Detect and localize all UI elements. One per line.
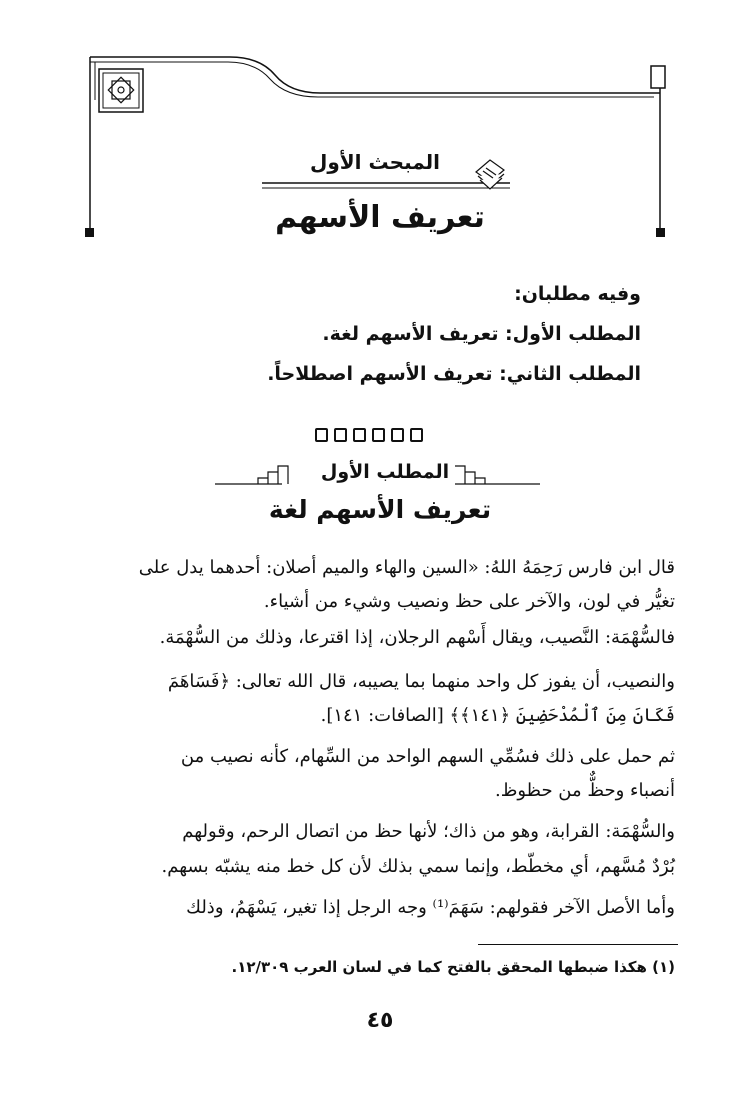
book-stack-icon: [476, 160, 504, 189]
paragraph-line-3: فالسُّهْمَة: النَّصيب، ويقال أَسْهم الرجلان، إذا اقترعا، وذلك من السُّهْمَة.: [159, 627, 675, 648]
paragraph-line-6: ثم حمل على ذلك فسُمِّي السهم الواحد من السِّهام، كأنه نصيب من: [180, 746, 675, 767]
chapter-subtitle: تعريف الأسهم: [275, 200, 485, 235]
intro-lead: وفيه مطلبان:: [514, 283, 641, 305]
intro-item-1: المطلب الأول: تعريف الأسهم لغة.: [322, 323, 641, 345]
section-title: تعريف الأسهم لغة: [268, 495, 492, 524]
paragraph-line-2: تغيُّر في لون، والآخر على حظ ونصيب وشيء من أشياء.: [263, 591, 675, 612]
paragraph-line-10: وأما الأصل الآخر فقولهم: سَهَمَ⁽¹⁾ وجه الرجل إذا تغير، يَسْهَمُ، وذلك: [186, 897, 675, 918]
intro-item-2: المطلب الثاني: تعريف الأسهم اصطلاحاً.: [267, 363, 641, 385]
paragraph-line-8: والسُّهْمَة: القرابة، وهو من ذاك؛ لأنها حظ من اتصال الرحم، وقولهم: [182, 821, 675, 842]
page-number: ٤٥: [366, 1008, 394, 1033]
separator-squares: [315, 428, 423, 442]
paragraph-line-7: أنصباء وحظٌّ من حظوظ.: [495, 780, 675, 801]
paragraph-line-9: بُرْدٌ مُسَّهم، أي مخطّط، وإنما سمي بذلك لأن كل خط منه يشبّه بسهم.: [161, 856, 675, 877]
footnote-rule: [478, 944, 678, 945]
chapter-title: المبحث الأول: [309, 150, 441, 174]
paragraph-line-1: قال ابن فارس رَحِمَهُ اللهُ: «السين والهاء والميم أصلان: أحدهما يدل على: [138, 557, 675, 578]
paragraph-line-4: والنصيب، أن يفوز كل واحد منهما بما يصيبه، قال الله تعالى: ﴿فَسَاهَمَ: [167, 671, 675, 692]
footnote: (١) هكذا ضبطها المحقق بالفتح كما في لسان العرب ١٢/٣٠٩.: [231, 958, 675, 976]
section-heading: المطلب الأول: [320, 461, 450, 483]
paragraph-line-5: فَكَانَ مِنَ ٱلْمُدْحَضِينَ ﴿١٤١﴾﴾ [الصافات: ١٤١].: [320, 705, 675, 726]
